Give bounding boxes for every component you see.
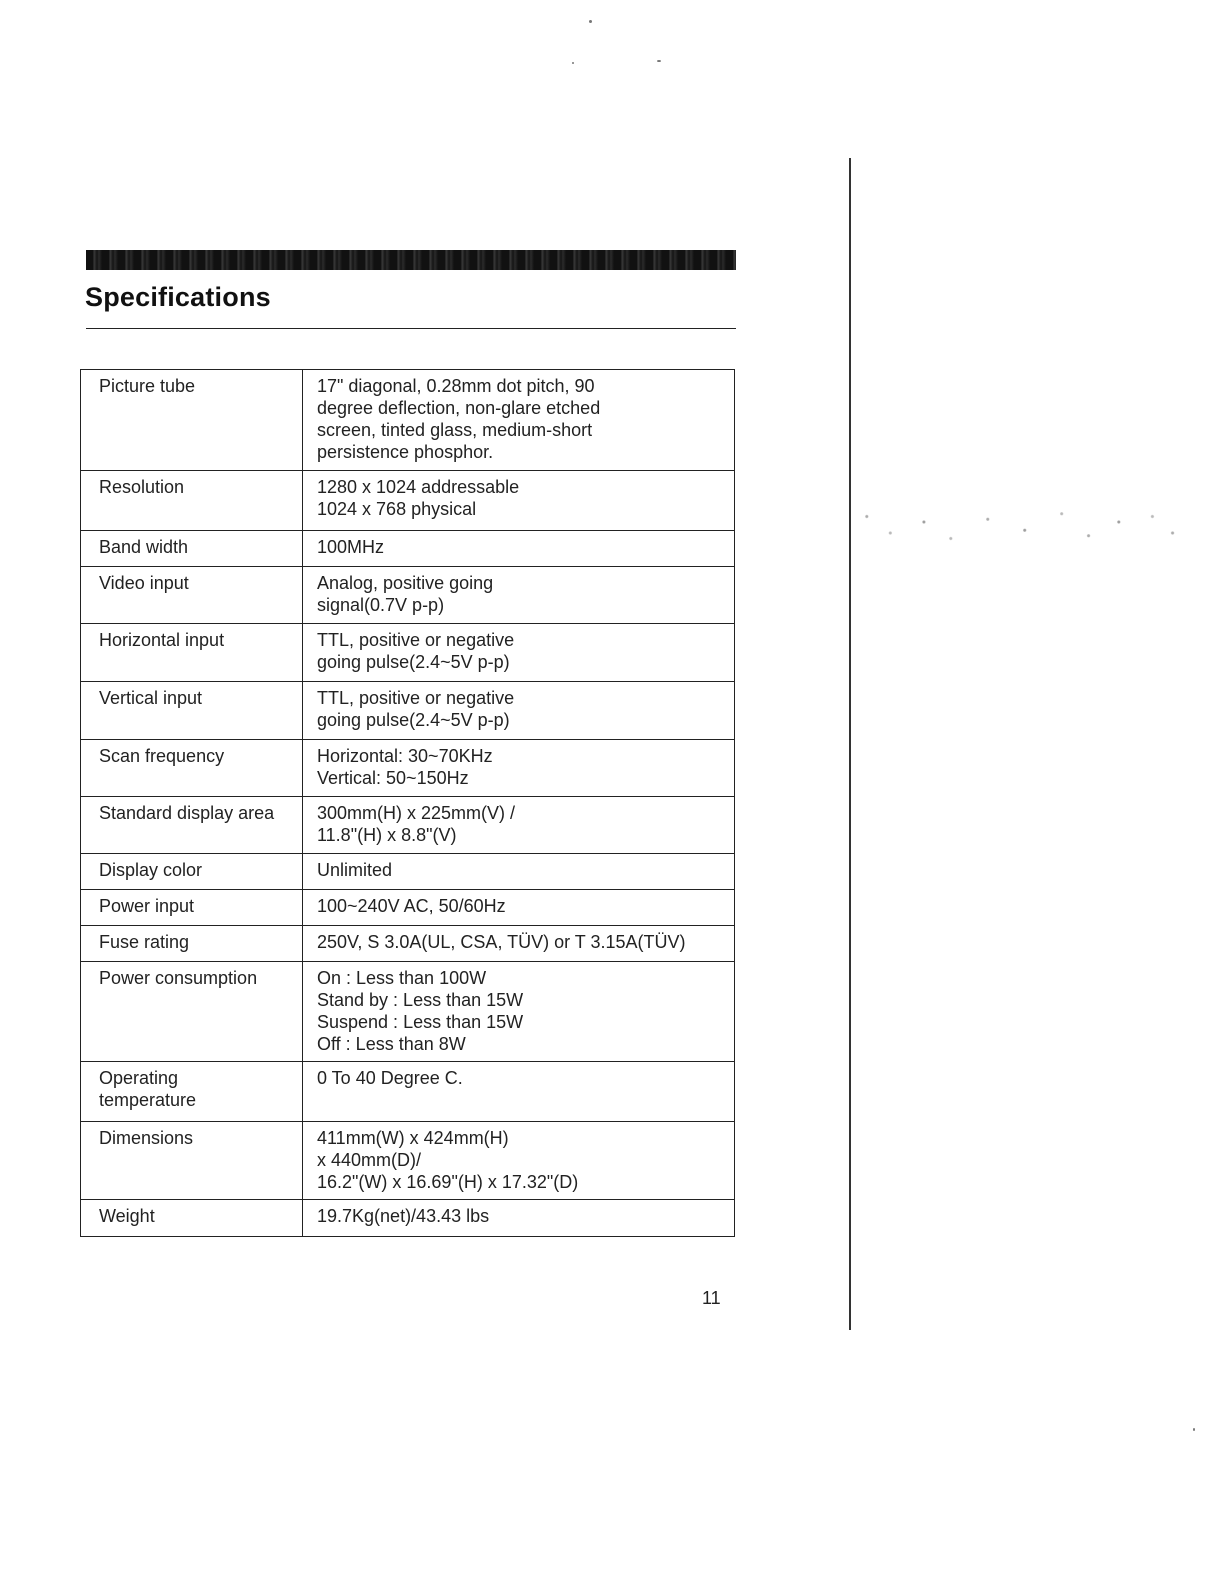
spec-value: 100MHz [303,531,735,567]
scan-speck [1193,1428,1195,1431]
scan-speck [589,20,592,23]
spec-row [81,926,735,962]
spec-value: 17" diagonal, 0.28mm dot pitch, 90 degree deflection, non-glare etched screen, tinted glass, medium-short persistence phosphor. [303,370,735,471]
spec-label: Weight [81,1200,303,1237]
spec-value: 300mm(H) x 225mm(V) / 11.8"(H) x 8.8"(V) [303,797,735,854]
spec-label: Dimensions [81,1122,303,1200]
margin-binding-line [849,158,851,1330]
spec-row [81,567,735,624]
spec-label: Picture tube [81,370,303,471]
spec-value: Unlimited [303,854,735,890]
spec-value: 19.7Kg(net)/43.43 lbs [303,1200,735,1237]
spec-label: Power input [81,890,303,926]
spec-label: Power consumption [81,962,303,1062]
page-title: Specifications [85,282,271,312]
specifications-table-body [81,370,735,1237]
title-underline [86,328,736,329]
spec-value: Analog, positive going signal(0.7V p-p) [303,567,735,624]
spec-row [81,854,735,890]
spec-value: On : Less than 100W Stand by : Less than 15W Suspend : Less than 15W Off : Less than 8W [303,962,735,1062]
scan-speck [572,62,574,64]
spec-label: Resolution [81,471,303,531]
spec-label: Operating temperature [81,1062,303,1122]
spec-row [81,962,735,1062]
spec-label: Vertical input [81,682,303,740]
spec-value: 411mm(W) x 424mm(H) x 440mm(D)/ 16.2"(W) x 16.69"(H) x 17.32"(D) [303,1122,735,1200]
spec-value: Horizontal: 30~70KHz Vertical: 50~150Hz [303,740,735,797]
page-number: 11 [702,1288,721,1308]
spec-value: 0 To 40 Degree C. [303,1062,735,1122]
spec-label: Band width [81,531,303,567]
spec-row [81,370,735,471]
spec-row [81,624,735,682]
spec-row [81,1062,735,1122]
spec-label: Scan frequency [81,740,303,797]
spec-row [81,890,735,926]
spec-label: Standard display area [81,797,303,854]
spec-label: Display color [81,854,303,890]
spec-row [81,682,735,740]
scan-speck [657,60,661,62]
spec-label: Horizontal input [81,624,303,682]
specifications-table [80,369,735,1237]
spec-label: Fuse rating [81,926,303,962]
spec-value: 1280 x 1024 addressable 1024 x 768 physical [303,471,735,531]
section-header-bar [86,250,736,270]
spec-row [81,740,735,797]
spec-value: TTL, positive or negative going pulse(2.4~5V p-p) [303,624,735,682]
spec-row [81,471,735,531]
spec-value: TTL, positive or negative going pulse(2.4~5V p-p) [303,682,735,740]
spec-value: 100~240V AC, 50/60Hz [303,890,735,926]
spec-row [81,1122,735,1200]
spec-row [81,797,735,854]
spec-row [81,531,735,567]
spec-row [81,1200,735,1237]
spec-value: 250V, S 3.0A(UL, CSA, TÜV) or T 3.15A(TÜV) [303,926,735,962]
spec-label: Video input [81,567,303,624]
scan-noise [850,500,1186,555]
